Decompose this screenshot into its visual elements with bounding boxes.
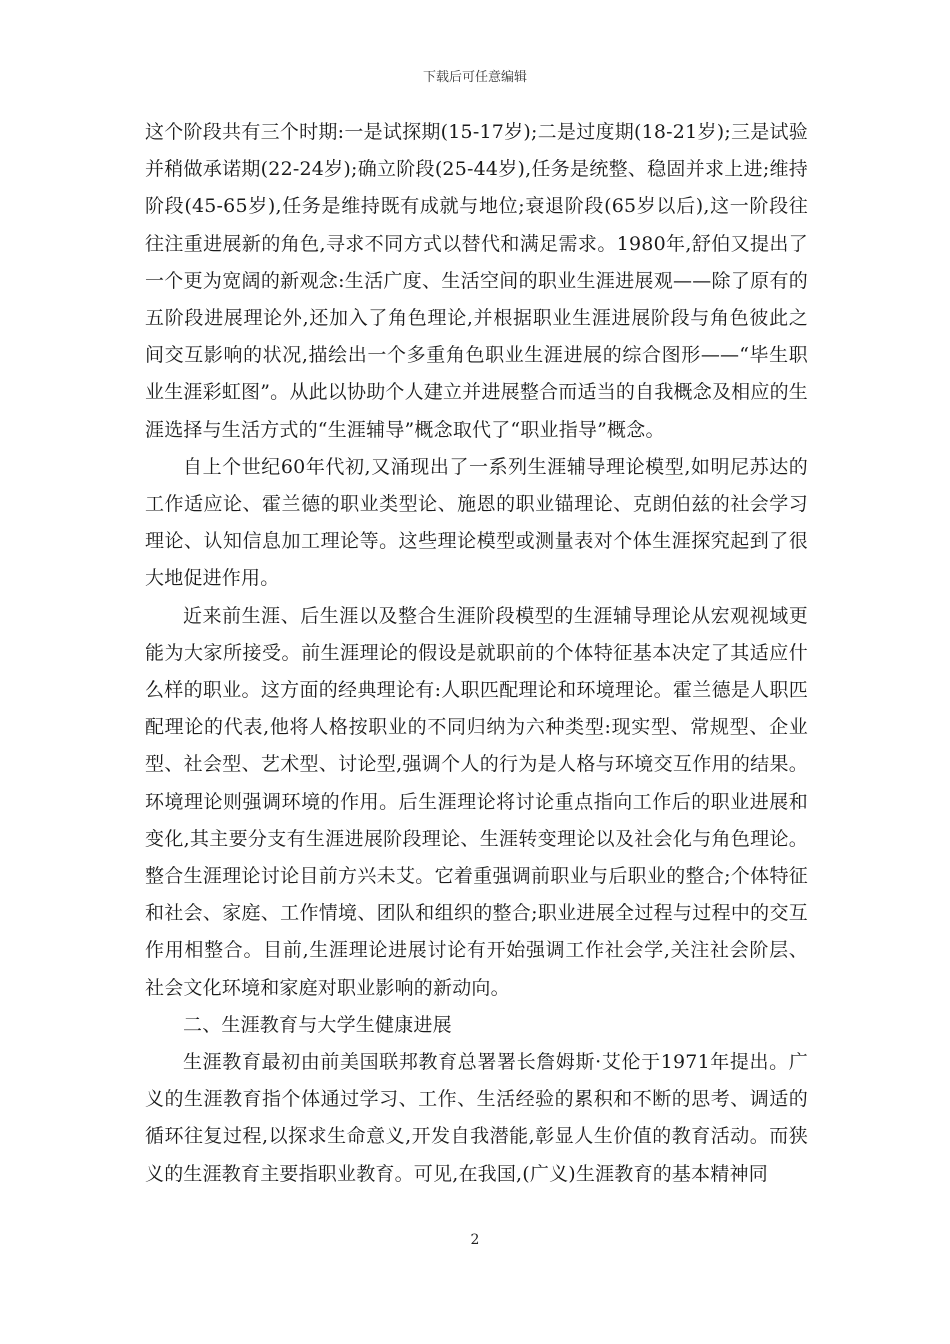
document-body	[145, 114, 808, 1193]
paragraph-1: 这个阶段共有三个时期:一是试探期(15-17岁);二是过度期(18-21岁);三是试验并稍做承诺期(22-24岁);确立阶段(25-44岁),任务是统整、稳固并求上进;维持阶段(45-65岁),任务是维持既有成就与地位;衰退阶段(65岁以后),这一阶段往往注重进展新的角色,寻求不同方式以替代和满足需求。1980年,舒伯又提出了一个更为宽阔的新观念:生活广度、生活空间的职业生涯进展观——除了原有的五阶段进展理论外,还加入了角色理论,并根据职业生涯进展阶段与角色彼此之间交互影响的状况,描绘出一个多重角色职业生涯进展的综合图形——“毕生职业生涯彩虹图”。从此以协助个人建立并进展整合而适当的自我概念及相应的生涯选择与生活方式的“生涯辅导”概念取代了“职业指导”概念。	[145, 121, 808, 441]
section-heading: 二、生涯教育与大学生健康进展	[183, 1013, 452, 1036]
paragraph-2: 自上个世纪60年代初,又涌现出了一系列生涯辅导理论模型,如明尼苏达的工作适应论、霍兰德的职业类型论、施恩的职业锚理论、克朗伯兹的社会学习理论、认知信息加工理论等。这些理论模型或测量表对个体生涯探究起到了很大地促进作用。	[145, 455, 808, 590]
page-header: 下载后可任意编辑	[422, 70, 527, 85]
paragraph-3: 近来前生涯、后生涯以及整合生涯阶段模型的生涯辅导理论从宏观视域更能为大家所接受。前生涯理论的假设是就职前的个体特征基本决定了其适应什么样的职业。这方面的经典理论有:人职匹配理论和环境理论。霍兰德是人职匹配理论的代表,他将人格按职业的不同归纳为六种类型:现实型、常规型、企业型、社会型、艺术型、讨论型,强调个人的行为是人格与环境交互作用的结果。环境理论则强调环境的作用。后生涯理论将讨论重点指向工作后的职业进展和变化,其主要分支有生涯进展阶段理论、生涯转变理论以及社会化与角色理论。整合生涯理论讨论目前方兴未艾。它着重强调前职业与后职业的整合;个体特征和社会、家庭、工作情境、团队和组织的整合;职业进展全过程与过程中的交互作用相整合。目前,生涯理论进展讨论有开始强调工作社会学,关注社会阶层、社会文化环境和家庭对职业影响的新动向。	[145, 604, 808, 999]
page-number: 2	[470, 1232, 480, 1248]
paragraph-4: 生涯教育最初由前美国联邦教育总署署长詹姆斯·艾伦于1971年提出。广义的生涯教育指个体通过学习、工作、生活经验的累积和不断的思考、调适的循环往复过程,以探求生命意义,开发自我潜能,彰显人生价值的教育活动。而狭义的生涯教育主要指职业教育。可见,在我国,(广义)生涯教育的基本精神同	[145, 1051, 808, 1185]
